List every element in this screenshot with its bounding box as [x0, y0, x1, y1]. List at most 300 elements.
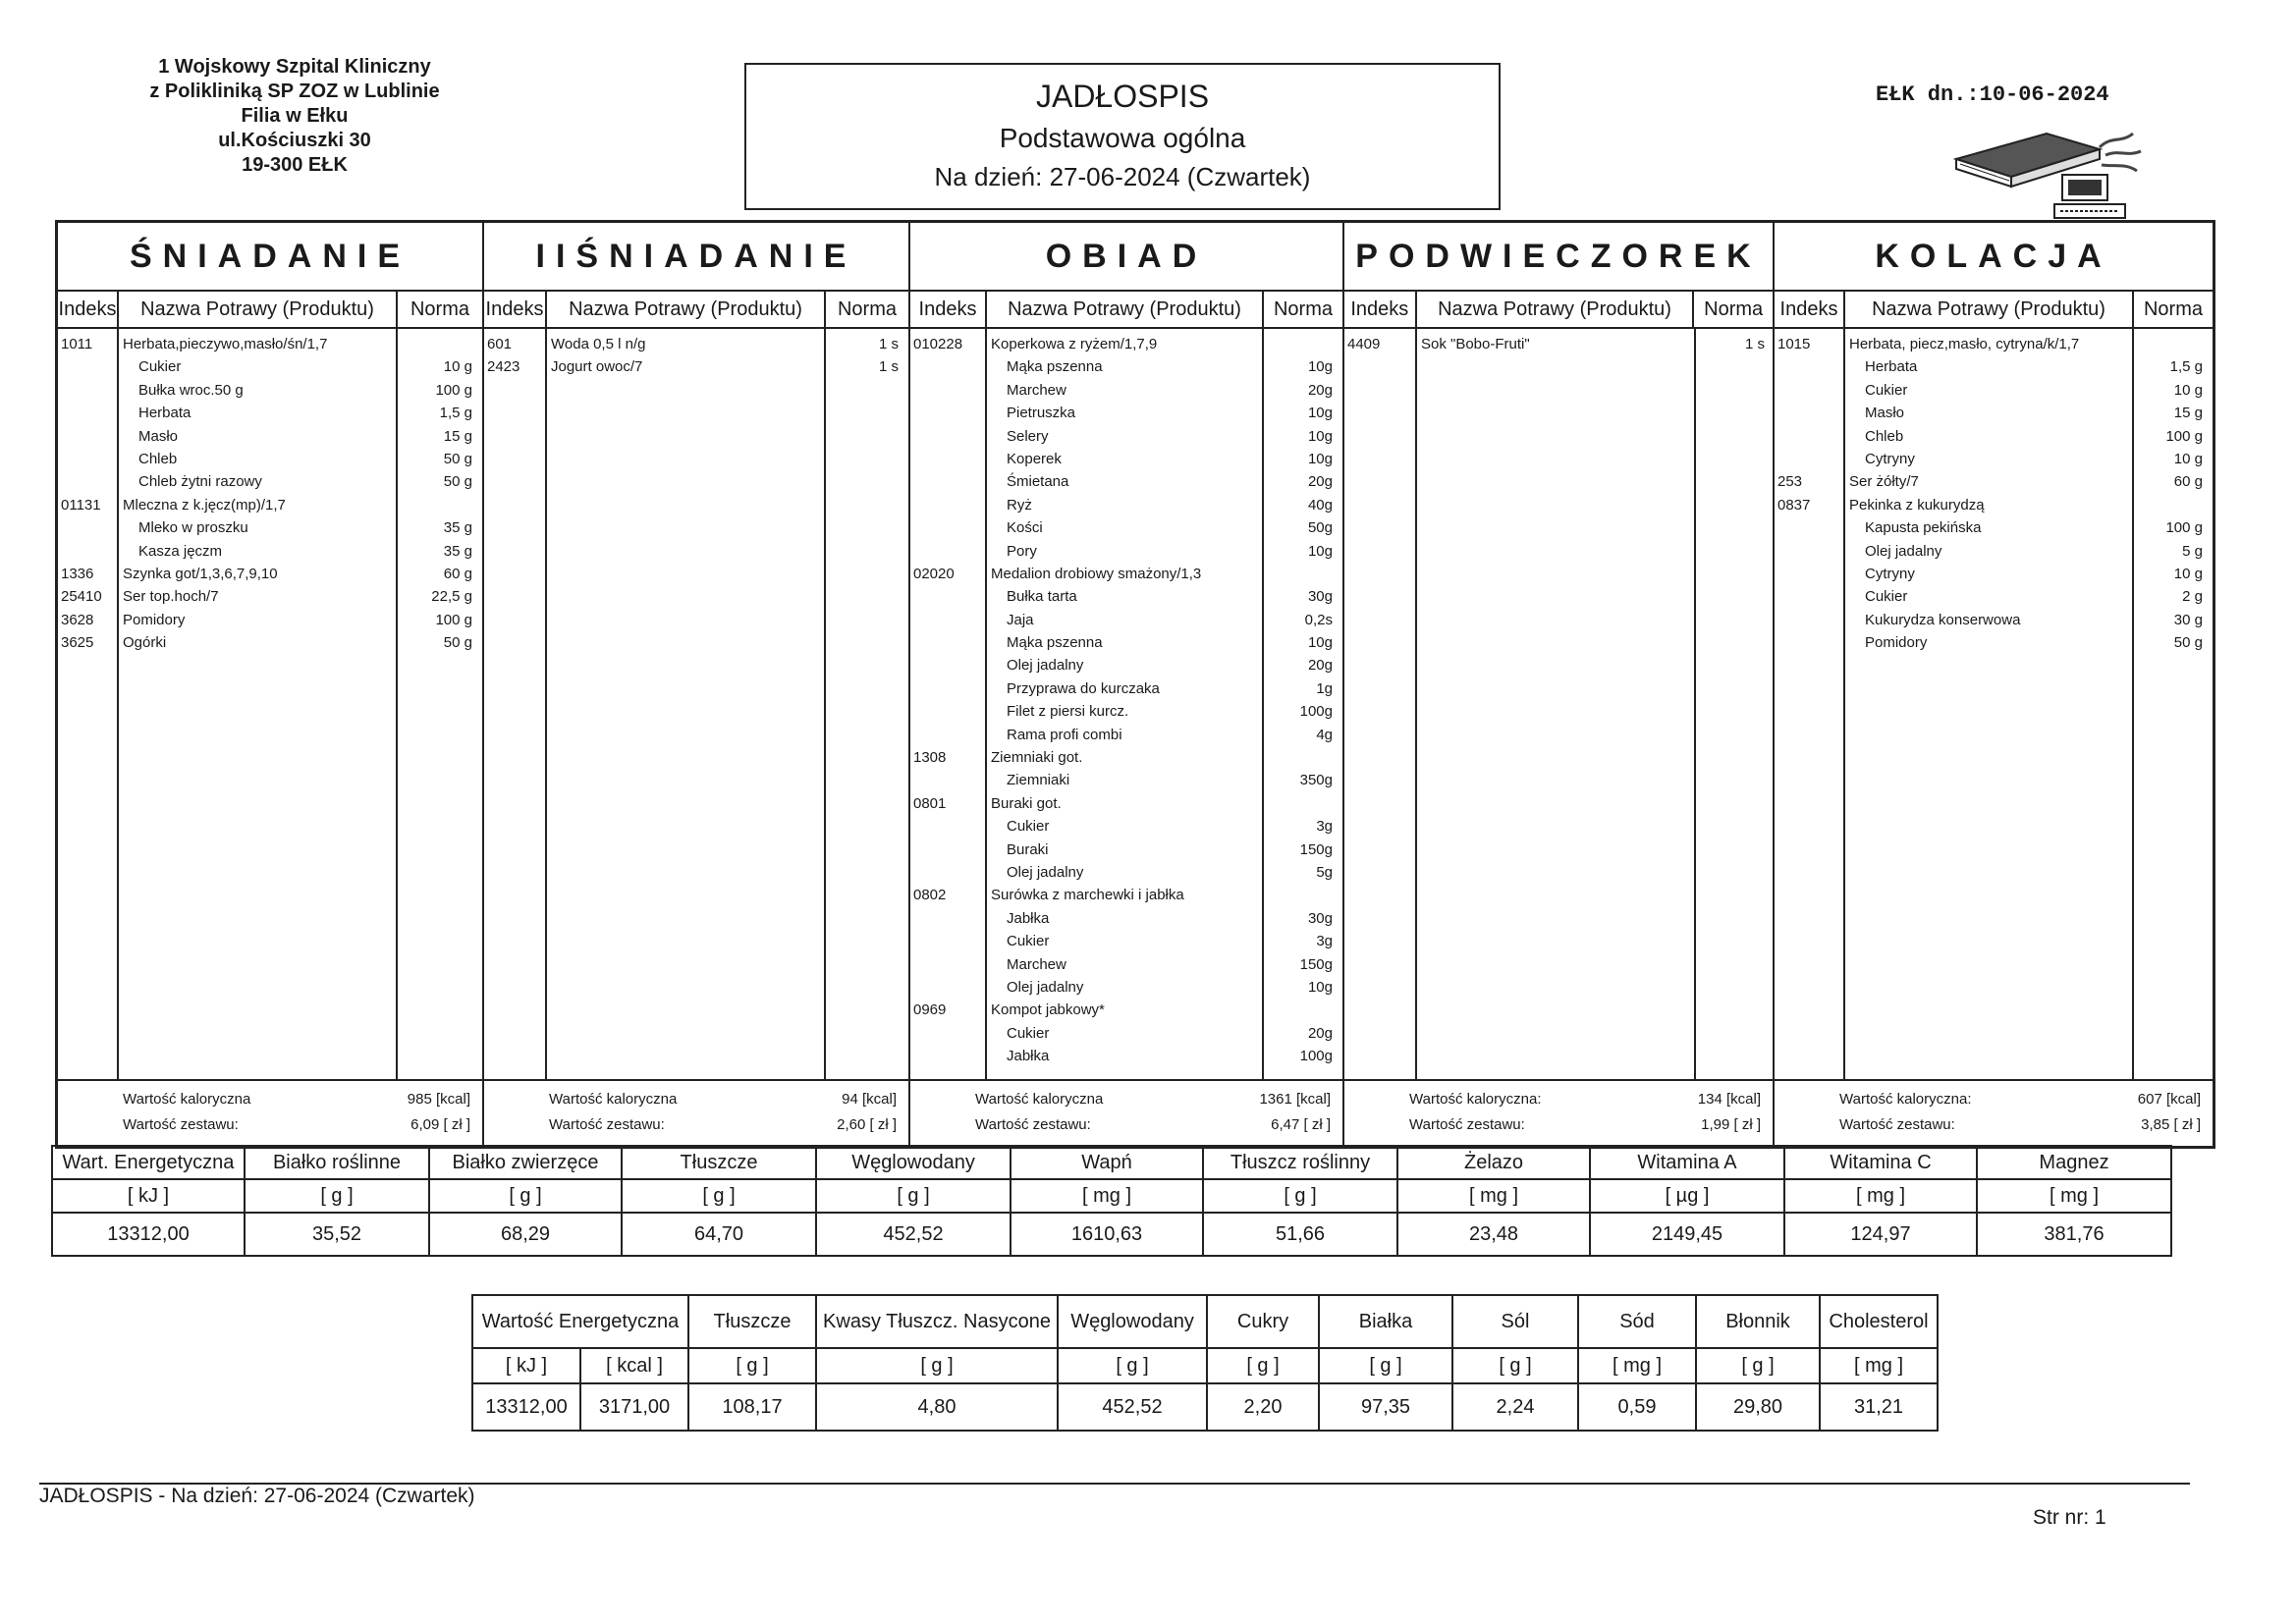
ingredient-row	[910, 355, 1342, 378]
ingredient-row	[58, 516, 482, 539]
dish-row	[910, 792, 1342, 815]
meal-column	[58, 223, 484, 1146]
column-header-index: Indeks	[1775, 292, 1845, 327]
meal-items	[58, 333, 482, 654]
dish-row	[58, 631, 482, 654]
nutrition-cell: Żelazo	[1397, 1146, 1590, 1179]
calorie-value: 985 [kcal]	[407, 1091, 470, 1108]
item-index	[1775, 448, 1843, 470]
nutrition-cell: 1610,63	[1011, 1213, 1203, 1256]
item-index	[910, 540, 985, 563]
item-norm: 10 g	[2173, 565, 2203, 582]
item-index	[1775, 425, 1843, 448]
column-header-norm: Norma	[1273, 298, 1333, 320]
meal-summary	[910, 1079, 1342, 1146]
column-header-norm: Norma	[2143, 298, 2203, 320]
item-index	[910, 724, 985, 746]
item-index: 601	[487, 336, 513, 352]
dish-row	[484, 355, 908, 378]
ingredient-row	[58, 540, 482, 563]
meal-body	[58, 329, 482, 1079]
column-header-norm: Norma	[1704, 298, 1764, 320]
column-header-name: Nazwa Potrawy (Produktu)	[119, 292, 398, 327]
column-headers	[58, 292, 482, 329]
nutrition-cell: [ kJ ]	[472, 1348, 580, 1383]
nutrition-row-units	[472, 1348, 1938, 1383]
item-name: Herbata,pieczywo,masło/śn/1,7	[123, 336, 328, 352]
item-name: Bułka tarta	[1007, 588, 1077, 606]
nutrition-cell: 31,21	[1820, 1383, 1938, 1431]
item-name: Pory	[1007, 542, 1037, 560]
item-name: Woda 0,5 l n/g	[551, 336, 646, 352]
item-norm: 3g	[1316, 933, 1333, 950]
nutrition-cell: 13312,00	[472, 1383, 580, 1431]
item-name: Kasza jęczm	[138, 542, 223, 560]
nutrition-cell: 124,97	[1784, 1213, 1977, 1256]
ingredient-row	[1775, 609, 2213, 631]
nutrition-cell: 2,24	[1452, 1383, 1578, 1431]
item-index	[910, 402, 985, 424]
item-index	[910, 494, 985, 516]
nutrition-cell: 64,70	[622, 1213, 816, 1256]
diet-type: Podstawowa ogólna	[999, 123, 1246, 153]
item-norm: 30g	[1307, 909, 1333, 927]
meal-column	[484, 223, 910, 1146]
item-norm	[1260, 999, 1339, 1021]
item-index	[1775, 355, 1843, 378]
item-norm: 2 g	[2182, 588, 2203, 606]
nutrition-cell: [ g ]	[1058, 1348, 1207, 1383]
item-norm: 0,2s	[1304, 611, 1333, 628]
item-norm: 50 g	[443, 473, 472, 491]
item-name: Medalion drobiowy smażony/1,3	[991, 565, 1202, 582]
item-name: Pietruszka	[1007, 405, 1076, 422]
place-date: EŁK dn.:10-06-2024	[1876, 82, 2109, 107]
hospital-line: Filia w Ełku	[241, 105, 349, 127]
nutrition-cell: [ kJ ]	[52, 1179, 245, 1213]
column-header-index: Indeks	[484, 292, 547, 327]
item-norm: 10g	[1307, 978, 1333, 996]
meal-body	[1775, 329, 2213, 1079]
dish-row	[58, 333, 482, 355]
hospital-line: z Polikliniką SP ZOZ w Lublinie	[149, 81, 440, 102]
item-index	[910, 470, 985, 493]
item-index	[910, 516, 985, 539]
item-norm: 100 g	[435, 611, 472, 628]
item-name: Kapusta pekińska	[1865, 519, 1982, 537]
item-norm: 60 g	[2173, 473, 2203, 491]
item-name: Cukier	[1865, 588, 1908, 606]
nutrition-cell: 13312,00	[52, 1213, 245, 1256]
item-norm: 100 g	[2165, 519, 2203, 537]
nutrition-cell: Białka	[1319, 1295, 1452, 1348]
nutrition-cell: [ g ]	[816, 1348, 1058, 1383]
ingredient-row	[910, 402, 1342, 424]
item-norm: 1 s	[878, 358, 899, 376]
hospital-line: 19-300 EŁK	[242, 154, 348, 176]
column-header-index: Indeks	[58, 292, 119, 327]
item-norm: 10 g	[443, 358, 472, 376]
cost-value: 3,85 [ zł ]	[2141, 1116, 2201, 1133]
meal-items	[910, 333, 1342, 1068]
item-norm	[1260, 746, 1339, 769]
nutrition-table-main	[51, 1145, 2172, 1257]
item-index	[910, 930, 985, 952]
item-norm	[394, 333, 478, 355]
item-index	[910, 1045, 985, 1067]
nutrition-cell: [ g ]	[1203, 1179, 1397, 1213]
item-index	[910, 976, 985, 999]
item-name: Ser top.hoch/7	[123, 588, 219, 606]
menu-date: Na dzień: 27-06-2024 (Czwartek)	[934, 162, 1311, 191]
nutrition-cell: Węglowodany	[1058, 1295, 1207, 1348]
item-index	[910, 839, 985, 861]
calorie-label: Wartość kaloryczna:	[1409, 1091, 1542, 1108]
nutrition-cell: [ g ]	[245, 1179, 429, 1213]
dish-row	[1775, 494, 2213, 516]
item-index	[910, 861, 985, 884]
item-norm: 50 g	[443, 634, 472, 652]
item-name: Cytryny	[1865, 565, 1915, 582]
item-name: Cukier	[1865, 381, 1908, 399]
item-name: Marchew	[1007, 955, 1066, 973]
nutrition-cell: [ mg ]	[1578, 1348, 1696, 1383]
item-index	[1775, 379, 1843, 402]
item-norm: 30g	[1307, 588, 1333, 606]
item-index: 010228	[913, 336, 963, 352]
item-index	[910, 379, 985, 402]
item-index	[910, 953, 985, 976]
ingredient-row	[58, 425, 482, 448]
item-name: Pekinka z kukurydzą	[1849, 496, 1985, 514]
ingredient-row	[1775, 631, 2213, 654]
nutrition-row-units	[52, 1179, 2171, 1213]
item-name: Rama profi combi	[1007, 726, 1122, 743]
item-index: 0802	[913, 887, 947, 904]
column-header-norm: Norma	[837, 298, 897, 320]
item-name: Cukier	[1007, 933, 1050, 950]
ingredient-row	[1775, 540, 2213, 563]
item-norm	[1260, 792, 1339, 815]
nutrition-cell: [ kcal ]	[580, 1348, 688, 1383]
ingredient-row	[1775, 402, 2213, 424]
hospital-address	[118, 55, 471, 178]
meal-items	[1775, 333, 2213, 654]
cost-value: 1,99 [ zł ]	[1701, 1116, 1761, 1133]
dish-row	[1775, 470, 2213, 493]
item-index	[1775, 609, 1843, 631]
item-norm: 35 g	[443, 519, 472, 537]
item-index	[58, 425, 117, 448]
item-index: 25410	[61, 588, 102, 606]
hospital-line: ul.Kościuszki 30	[218, 130, 371, 151]
item-index	[58, 470, 117, 493]
cost-label: Wartość zestawu:	[549, 1116, 665, 1133]
column-header-name: Nazwa Potrawy (Produktu)	[1417, 292, 1695, 327]
item-name: Herbata	[138, 405, 191, 422]
item-name: Ryż	[1007, 496, 1032, 514]
column-header-norm: Norma	[410, 298, 469, 320]
meal-items	[1344, 333, 1773, 355]
ingredient-row	[58, 402, 482, 424]
item-name: Cytryny	[1865, 450, 1915, 467]
item-name: Ser żółty/7	[1849, 473, 1919, 491]
nutrition-cell: 2149,45	[1590, 1213, 1784, 1256]
item-norm: 20g	[1307, 657, 1333, 675]
nutrition-cell: Sód	[1578, 1295, 1696, 1348]
calorie-label: Wartość kaloryczna	[549, 1091, 678, 1108]
footer-text: JADŁOSPIS - Na dzień: 27-06-2024 (Czwartek)	[39, 1485, 475, 1507]
item-name: Mleczna z k.jęcz(mp)/1,7	[123, 496, 286, 514]
nutrition-cell: Witamina A	[1590, 1146, 1784, 1179]
item-name: Ogórki	[123, 634, 167, 652]
item-name: Filet z piersi kurcz.	[1007, 703, 1129, 721]
meal-body	[910, 329, 1342, 1079]
nutrition-row-values	[472, 1383, 1938, 1431]
item-index: 1308	[913, 749, 947, 767]
item-name: Herbata, piecz,masło, cytryna/k/1,7	[1849, 336, 2080, 352]
meal-body	[1344, 329, 1773, 1079]
calorie-value: 134 [kcal]	[1697, 1091, 1761, 1108]
dish-row	[58, 585, 482, 608]
item-index	[1775, 631, 1843, 654]
cost-label: Wartość zestawu:	[123, 1116, 239, 1133]
ingredient-row	[910, 930, 1342, 952]
nutrition-cell: [ g ]	[1452, 1348, 1578, 1383]
nutrition-cell: Witamina C	[1784, 1146, 1977, 1179]
meal-title: OBIAD	[910, 223, 1342, 292]
index-column-rule	[484, 329, 547, 1079]
item-index: 2423	[487, 358, 520, 376]
page-title: JADŁOSPIS	[1035, 79, 1210, 114]
item-norm: 10g	[1307, 427, 1333, 445]
item-norm: 10g	[1307, 634, 1333, 652]
dish-row	[484, 333, 908, 355]
item-index	[58, 379, 117, 402]
nutrition-table-labeling	[471, 1294, 1939, 1432]
item-norm: 30 g	[2173, 611, 2203, 628]
item-norm: 100g	[1299, 1048, 1333, 1065]
ingredient-row	[910, 516, 1342, 539]
nutrition-cell: Wartość Energetyczna	[472, 1295, 688, 1348]
item-norm: 10 g	[2173, 450, 2203, 467]
nutrition-cell: Błonnik	[1696, 1295, 1820, 1348]
item-name: Koperkowa z ryżem/1,7,9	[991, 336, 1158, 352]
item-name: Olej jadalny	[1007, 863, 1084, 881]
nutrition-row-values	[52, 1213, 2171, 1256]
ingredient-row	[910, 839, 1342, 861]
nutrition-cell: 97,35	[1319, 1383, 1452, 1431]
calorie-value: 1361 [kcal]	[1259, 1091, 1331, 1108]
nutrition-row-labels	[52, 1146, 2171, 1179]
nutrition-cell: [ mg ]	[1977, 1179, 2171, 1213]
ingredient-row	[1775, 379, 2213, 402]
nutrition-cell: 0,59	[1578, 1383, 1696, 1431]
item-name: Pomidory	[1865, 634, 1928, 652]
item-index	[910, 907, 985, 930]
nutrition-cell: 23,48	[1397, 1213, 1590, 1256]
dish-row	[910, 333, 1342, 355]
item-norm	[1260, 333, 1339, 355]
calorie-label: Wartość kaloryczna	[123, 1091, 251, 1108]
item-norm: 5g	[1316, 863, 1333, 881]
item-name: Kompot jabkowy*	[991, 1001, 1105, 1019]
nutrition-cell: [ g ]	[1207, 1348, 1319, 1383]
item-name: Chleb	[138, 450, 178, 467]
item-index	[910, 1022, 985, 1045]
nutrition-cell: Białko zwierzęce	[429, 1146, 622, 1179]
meal-body	[484, 329, 908, 1079]
cost-value: 6,47 [ zł ]	[1271, 1116, 1331, 1133]
nutrition-cell: [ µg ]	[1590, 1179, 1784, 1213]
item-name: Selery	[1007, 427, 1049, 445]
item-index	[1775, 402, 1843, 424]
ingredient-row	[910, 631, 1342, 654]
item-index: 253	[1777, 473, 1803, 491]
item-index	[1775, 540, 1843, 563]
item-index	[58, 516, 117, 539]
ingredient-row	[910, 379, 1342, 402]
item-name: Jabłka	[1007, 1048, 1050, 1065]
meal-title: IIŚNIADANIE	[484, 223, 908, 292]
nutrition-cell: Tłuszcze	[688, 1295, 816, 1348]
nutrition-cell: 51,66	[1203, 1213, 1397, 1256]
item-norm	[2130, 333, 2209, 355]
item-name: Jaja	[1007, 611, 1034, 628]
meal-summary	[1344, 1079, 1773, 1146]
nutrition-cell: Kwasy Tłuszcz. Nasycone	[816, 1295, 1058, 1348]
item-index	[910, 425, 985, 448]
item-norm: 3g	[1316, 818, 1333, 836]
item-index	[58, 402, 117, 424]
item-norm: 20g	[1307, 1024, 1333, 1042]
cost-value: 2,60 [ zł ]	[837, 1116, 897, 1133]
column-headers	[484, 292, 908, 329]
meal-column	[910, 223, 1344, 1146]
nutrition-cell: [ g ]	[1319, 1348, 1452, 1383]
item-index: 02020	[913, 565, 955, 582]
dish-row	[58, 609, 482, 631]
item-name: Olej jadalny	[1007, 978, 1084, 996]
item-index: 4409	[1347, 336, 1381, 352]
item-index: 01131	[61, 496, 101, 514]
nutrition-cell: [ mg ]	[1397, 1179, 1590, 1213]
ingredient-row	[910, 494, 1342, 516]
item-name: Marchew	[1007, 381, 1066, 399]
nutrition-cell: Tłuszcze	[622, 1146, 816, 1179]
ingredient-row	[910, 976, 1342, 999]
ingredient-row	[58, 379, 482, 402]
item-name: Śmietana	[1007, 473, 1069, 491]
nutrition-cell: Magnez	[1977, 1146, 2171, 1179]
ingredient-row	[1775, 585, 2213, 608]
meal-column	[1344, 223, 1775, 1146]
item-name: Surówka z marchewki i jabłka	[991, 887, 1184, 904]
item-norm: 10g	[1307, 358, 1333, 376]
item-index	[910, 815, 985, 838]
item-name: Kości	[1007, 519, 1043, 537]
ingredient-row	[910, 700, 1342, 723]
nutrition-cell: 4,80	[816, 1383, 1058, 1431]
calorie-value: 607 [kcal]	[2137, 1091, 2201, 1108]
item-norm	[1260, 884, 1339, 906]
dish-row	[910, 884, 1342, 906]
item-index	[910, 631, 985, 654]
nutrition-cell: [ mg ]	[1011, 1179, 1203, 1213]
item-norm: 40g	[1307, 496, 1333, 514]
item-name: Jogurt owoc/7	[551, 358, 643, 376]
item-norm: 1 s	[878, 336, 899, 352]
item-name: Koperek	[1007, 450, 1062, 467]
item-norm: 15 g	[2173, 405, 2203, 422]
item-norm: 15 g	[443, 427, 472, 445]
item-norm: 4g	[1316, 726, 1333, 743]
item-name: Chleb	[1865, 427, 1904, 445]
item-name: Jabłka	[1007, 909, 1050, 927]
item-index	[910, 585, 985, 608]
nutrition-cell: Sól	[1452, 1295, 1578, 1348]
item-name: Olej jadalny	[1865, 542, 1942, 560]
name-column-rule	[1417, 329, 1696, 1079]
item-index	[58, 355, 117, 378]
ingredient-row	[910, 448, 1342, 470]
item-norm: 150g	[1299, 955, 1333, 973]
item-norm: 22,5 g	[431, 588, 472, 606]
item-index	[910, 654, 985, 676]
ingredient-row	[910, 815, 1342, 838]
ingredient-row	[58, 355, 482, 378]
ingredient-row	[910, 769, 1342, 791]
nutrition-cell: [ g ]	[429, 1179, 622, 1213]
nutrition-cell: Białko roślinne	[245, 1146, 429, 1179]
item-name: Pomidory	[123, 611, 186, 628]
nutrition-cell: [ mg ]	[1784, 1179, 1977, 1213]
nutrition-cell: 2,20	[1207, 1383, 1319, 1431]
ingredient-row	[910, 1022, 1342, 1045]
item-index	[910, 677, 985, 700]
nutrition-cell: [ g ]	[622, 1179, 816, 1213]
column-header-index: Indeks	[1344, 292, 1417, 327]
item-name: Ziemniaki	[1007, 772, 1070, 789]
item-norm: 10g	[1307, 542, 1333, 560]
meal-summary	[484, 1079, 908, 1146]
item-index: 0837	[1777, 496, 1811, 514]
item-name: Ziemniaki got.	[991, 749, 1083, 767]
nutrition-cell: [ g ]	[1696, 1348, 1820, 1383]
ingredient-row	[1775, 355, 2213, 378]
meal-items	[484, 333, 908, 379]
dish-row	[1344, 333, 1773, 355]
item-norm	[1260, 563, 1339, 585]
item-norm: 50g	[1307, 519, 1333, 537]
nutrition-cell: 381,76	[1977, 1213, 2171, 1256]
calorie-label: Wartość kaloryczna:	[1839, 1091, 1972, 1108]
item-index	[1775, 516, 1843, 539]
nutrition-cell: 452,52	[1058, 1383, 1207, 1431]
item-name: Chleb żytni razowy	[138, 473, 262, 491]
cost-label: Wartość zestawu:	[1839, 1116, 1955, 1133]
ingredient-row	[910, 724, 1342, 746]
nutrition-cell: 29,80	[1696, 1383, 1820, 1431]
ingredient-row	[1775, 516, 2213, 539]
nutrition-cell: [ mg ]	[1820, 1348, 1938, 1383]
book-computer-icon	[1952, 126, 2145, 226]
item-name: Szynka got/1,3,6,7,9,10	[123, 565, 278, 582]
item-norm: 1,5 g	[439, 405, 472, 422]
column-headers	[1775, 292, 2213, 329]
nutrition-cell: 108,17	[688, 1383, 816, 1431]
column-headers	[1344, 292, 1773, 329]
